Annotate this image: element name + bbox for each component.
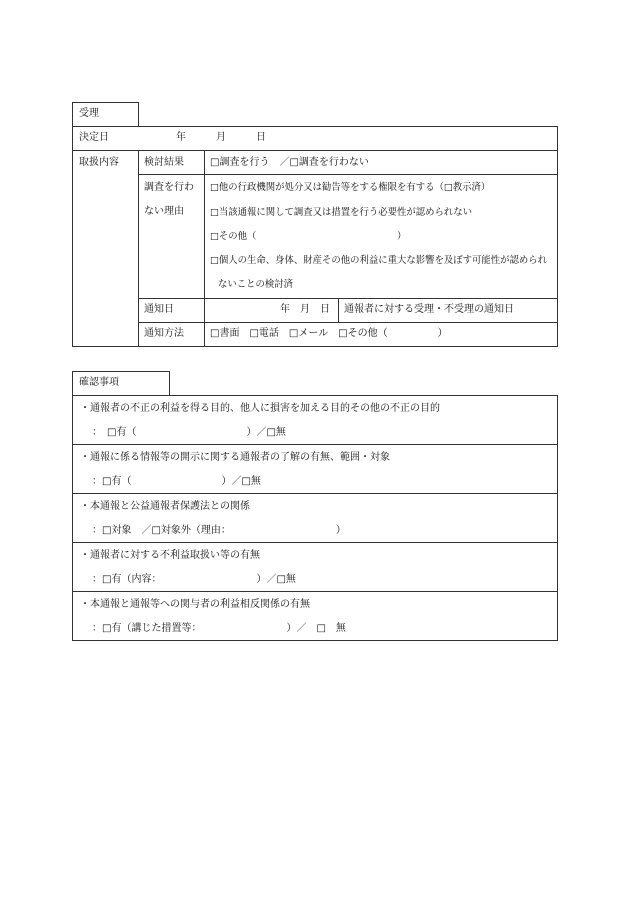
reason-not-necessary: □当該通報に関して調査又は措置を行う必要性が認められない — [210, 207, 472, 218]
item-protection-act-question: ・本通報と公益通報者保護法との関係 — [80, 501, 250, 512]
item-disadvantage-answer: ：□有（内容： ）／□無 — [92, 574, 296, 585]
handling-label: 取扱内容 — [79, 157, 119, 168]
notice-date-label: 通知日 — [144, 304, 174, 315]
item-improper-purpose-answer: ： □有（ ）／□無 — [92, 427, 286, 438]
decision-date-label: 決定日 — [79, 132, 109, 143]
decision-date-value: 年 月 日 — [176, 132, 266, 143]
reason-other-agency: □他の行政機関が処分又は勧告等をする権限を有する（□教示済） — [210, 182, 491, 193]
notice-date-note: 通報者に対する受理・不受理の通知日 — [344, 304, 514, 315]
item-conflict-of-interest-answer: ：□有（講じた措置等： ）／ □ 無 — [92, 623, 346, 634]
no-investigation-reason-label: 調査を行わ — [144, 182, 194, 193]
confirmation-tab-label: 確認事項 — [79, 377, 119, 388]
reason-no-serious-impact-cont: ないことの検討済 — [218, 279, 294, 290]
notice-method-value: □書面 □電話 □メール □その他（ ） — [210, 328, 448, 339]
item-disadvantage-question: ・通報者に対する不利益取扱い等の有無 — [80, 550, 260, 561]
review-result-label: 検討結果 — [144, 157, 184, 168]
item-conflict-of-interest-question: ・本通報と通報等への関与者の利益相反関係の有無 — [80, 599, 310, 610]
item-disclosure-consent-answer: ：□有（ ）／□無 — [92, 476, 261, 487]
intake-tab-label: 受理 — [79, 108, 99, 119]
notice-date-value: 年 月 日 — [280, 304, 330, 315]
review-result-value: □調査を行う ／□調査を行わない — [210, 157, 369, 168]
notice-method-label: 通知方法 — [144, 328, 184, 339]
item-disclosure-consent-question: ・通報に係る情報等の開示に関する通報者の了解の有無、範囲・対象 — [80, 452, 390, 463]
item-improper-purpose-question: ・通報者の不正の利益を得る目的、他人に損害を加える目的その他の不正の目的 — [80, 403, 440, 414]
reason-no-serious-impact: □個人の生命、身体、財産その他の利益に重大な影響を及ぼす可能性が認められ — [210, 255, 547, 266]
reason-other: □その他（ ） — [210, 231, 407, 242]
no-investigation-reason-label-2: ない理由 — [144, 206, 184, 217]
item-protection-act-answer: ：□対象 ／□対象外（理由： ） — [92, 525, 346, 536]
